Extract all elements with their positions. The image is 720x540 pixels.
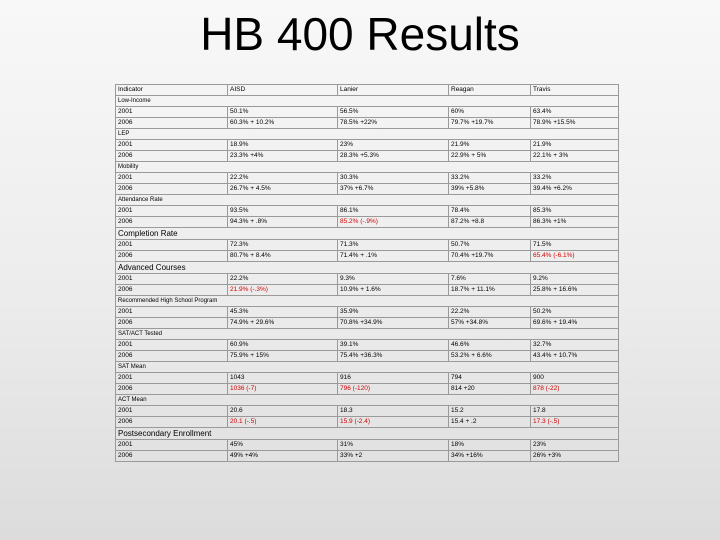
value-cell: 50.1%	[228, 107, 338, 118]
value-cell: 39.4% +6.2%	[531, 184, 619, 195]
value-cell: 23%	[338, 140, 449, 151]
value-cell: 18.9%	[228, 140, 338, 151]
value-cell: 50.7%	[449, 240, 531, 251]
year-cell: 2001	[116, 373, 228, 384]
year-cell: 2006	[116, 451, 228, 462]
value-cell: 78.4%	[449, 206, 531, 217]
value-cell: 65.4% (-6.1%)	[531, 251, 619, 262]
value-cell: 63.4%	[531, 107, 619, 118]
table-row	[116, 184, 619, 195]
value-cell: 39.1%	[338, 340, 449, 351]
value-cell: 71.3%	[338, 240, 449, 251]
value-cell: 25.8% + 16.6%	[531, 285, 619, 296]
table-row	[116, 118, 619, 129]
value-cell: 21.9% (-.3%)	[228, 285, 338, 296]
header-cell: Reagan	[449, 85, 531, 96]
value-cell: 93.5%	[228, 206, 338, 217]
year-cell: 2006	[116, 184, 228, 195]
value-cell: 56.5%	[338, 107, 449, 118]
year-cell: 2001	[116, 240, 228, 251]
value-cell: 15.9 (-2.4)	[338, 417, 449, 428]
table-row	[116, 384, 619, 395]
table-row	[116, 140, 619, 151]
section-label: SAT Mean	[116, 362, 619, 373]
section-label: Postsecondary Enrollment	[116, 428, 619, 440]
section-label: Completion Rate	[116, 228, 619, 240]
value-cell: 21.9%	[531, 140, 619, 151]
value-cell: 20.6	[228, 406, 338, 417]
section-label: Low-Income	[116, 96, 619, 107]
value-cell: 94.3% + .8%	[228, 217, 338, 228]
section-label: ACT Mean	[116, 395, 619, 406]
table-row	[116, 285, 619, 296]
value-cell: 75.9% + 15%	[228, 351, 338, 362]
value-cell: 916	[338, 373, 449, 384]
value-cell: 50.2%	[531, 307, 619, 318]
value-cell: 18.7% + 11.1%	[449, 285, 531, 296]
value-cell: 87.2% +8.8	[449, 217, 531, 228]
value-cell: 878 (-22)	[531, 384, 619, 395]
table-row	[116, 406, 619, 417]
value-cell: 10.9% + 1.6%	[338, 285, 449, 296]
value-cell: 15.2	[449, 406, 531, 417]
table-row	[116, 206, 619, 217]
value-cell: 35.9%	[338, 307, 449, 318]
value-cell: 22.1% + 3%	[531, 151, 619, 162]
page-title: HB 400 Results	[200, 8, 520, 60]
year-cell: 2001	[116, 274, 228, 285]
year-cell: 2006	[116, 217, 228, 228]
table-row	[116, 307, 619, 318]
value-cell: 1036 (-7)	[228, 384, 338, 395]
year-cell: 2006	[116, 351, 228, 362]
table-row	[116, 373, 619, 384]
value-cell: 18%	[449, 440, 531, 451]
year-cell: 2006	[116, 118, 228, 129]
year-cell: 2006	[116, 251, 228, 262]
value-cell: 9.2%	[531, 274, 619, 285]
value-cell: 74.9% + 29.6%	[228, 318, 338, 329]
table-row	[116, 451, 619, 462]
value-cell: 794	[449, 373, 531, 384]
value-cell: 31%	[338, 440, 449, 451]
year-cell: 2006	[116, 285, 228, 296]
value-cell: 9.3%	[338, 274, 449, 285]
value-cell: 49% +4%	[228, 451, 338, 462]
value-cell: 33% +2	[338, 451, 449, 462]
value-cell: 900	[531, 373, 619, 384]
year-cell: 2001	[116, 340, 228, 351]
year-cell: 2001	[116, 206, 228, 217]
header-cell: Travis	[531, 85, 619, 96]
value-cell: 22.9% + 5%	[449, 151, 531, 162]
value-cell: 15.4 + .2	[449, 417, 531, 428]
value-cell: 53.2% + 6.6%	[449, 351, 531, 362]
value-cell: 46.6%	[449, 340, 531, 351]
section-label: SAT/ACT Tested	[116, 329, 619, 340]
header-row	[116, 85, 619, 96]
value-cell: 78.5% +22%	[338, 118, 449, 129]
year-cell: 2006	[116, 384, 228, 395]
value-cell: 32.7%	[531, 340, 619, 351]
value-cell: 28.3% +5.3%	[338, 151, 449, 162]
table-row	[116, 318, 619, 329]
value-cell: 37% +6.7%	[338, 184, 449, 195]
year-cell: 2001	[116, 140, 228, 151]
value-cell: 33.2%	[449, 173, 531, 184]
year-cell: 2006	[116, 151, 228, 162]
value-cell: 45.3%	[228, 307, 338, 318]
value-cell: 26.7% + 4.5%	[228, 184, 338, 195]
value-cell: 85.3%	[531, 206, 619, 217]
table-row	[116, 151, 619, 162]
value-cell: 33.2%	[531, 173, 619, 184]
value-cell: 7.6%	[449, 274, 531, 285]
value-cell: 21.9%	[449, 140, 531, 151]
value-cell: 1043	[228, 373, 338, 384]
value-cell: 60%	[449, 107, 531, 118]
value-cell: 43.4% + 10.7%	[531, 351, 619, 362]
value-cell: 30.3%	[338, 173, 449, 184]
table-row	[116, 107, 619, 118]
value-cell: 796 (-120)	[338, 384, 449, 395]
year-cell: 2006	[116, 417, 228, 428]
table-row	[116, 351, 619, 362]
value-cell: 26% +3%	[531, 451, 619, 462]
value-cell: 79.7% +19.7%	[449, 118, 531, 129]
results-table	[115, 84, 619, 462]
value-cell: 70.8% +34.9%	[338, 318, 449, 329]
section-label: Recommended High School Program	[116, 296, 619, 307]
year-cell: 2001	[116, 107, 228, 118]
year-cell: 2001	[116, 406, 228, 417]
value-cell: 20.1 (-.5)	[228, 417, 338, 428]
section-label: Mobility	[116, 162, 619, 173]
value-cell: 86.1%	[338, 206, 449, 217]
value-cell: 85.2% (-.9%)	[338, 217, 449, 228]
value-cell: 17.3 (-.5)	[531, 417, 619, 428]
table-row	[116, 274, 619, 285]
year-cell: 2001	[116, 440, 228, 451]
year-cell: 2001	[116, 173, 228, 184]
value-cell: 69.6% + 19.4%	[531, 318, 619, 329]
section-label: LEP	[116, 129, 619, 140]
value-cell: 22.2%	[449, 307, 531, 318]
table-row	[116, 217, 619, 228]
table-row	[116, 340, 619, 351]
value-cell: 22.2%	[228, 173, 338, 184]
value-cell: 34% +16%	[449, 451, 531, 462]
year-cell: 2001	[116, 307, 228, 318]
value-cell: 45%	[228, 440, 338, 451]
table-row	[116, 251, 619, 262]
table-row	[116, 173, 619, 184]
value-cell: 23%	[531, 440, 619, 451]
header-cell: Indicator	[116, 85, 228, 96]
value-cell: 39% +5.8%	[449, 184, 531, 195]
value-cell: 71.4% + .1%	[338, 251, 449, 262]
year-cell: 2006	[116, 318, 228, 329]
value-cell: 78.9% +15.5%	[531, 118, 619, 129]
value-cell: 57% +34.8%	[449, 318, 531, 329]
value-cell: 60.3% + 10.2%	[228, 118, 338, 129]
section-label: Advanced Courses	[116, 262, 619, 274]
table-row	[116, 440, 619, 451]
value-cell: 71.5%	[531, 240, 619, 251]
header-cell: AISD	[228, 85, 338, 96]
value-cell: 72.3%	[228, 240, 338, 251]
value-cell: 70.4% +19.7%	[449, 251, 531, 262]
value-cell: 22.2%	[228, 274, 338, 285]
header-cell: Lanier	[338, 85, 449, 96]
value-cell: 86.3% +1%	[531, 217, 619, 228]
section-label: Attendance Rate	[116, 195, 619, 206]
value-cell: 80.7% + 8.4%	[228, 251, 338, 262]
value-cell: 75.4% +36.3%	[338, 351, 449, 362]
value-cell: 23.3% +4%	[228, 151, 338, 162]
value-cell: 60.9%	[228, 340, 338, 351]
table-row	[116, 240, 619, 251]
value-cell: 814 +20	[449, 384, 531, 395]
value-cell: 17.8	[531, 406, 619, 417]
table-row	[116, 417, 619, 428]
value-cell: 18.3	[338, 406, 449, 417]
